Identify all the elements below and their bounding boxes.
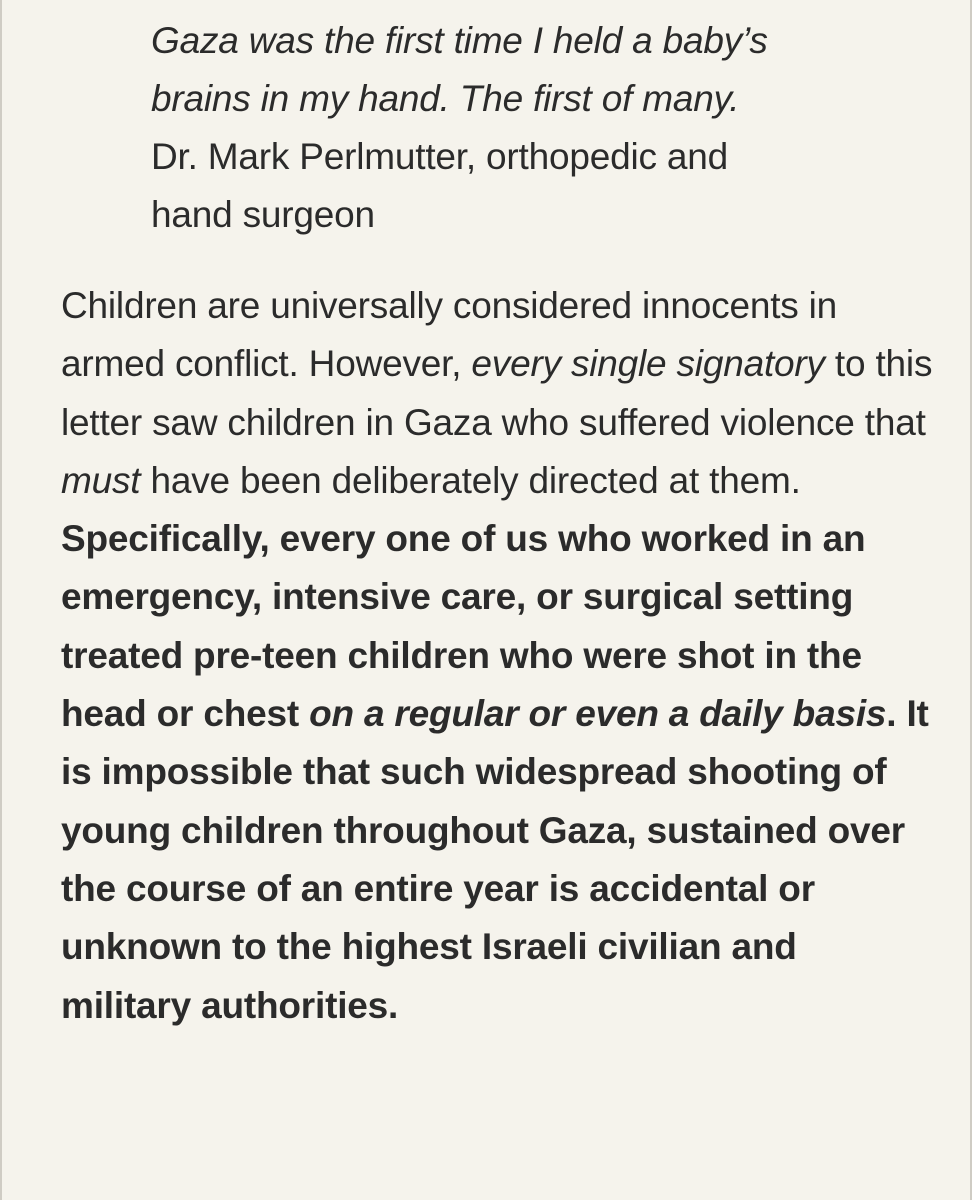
paragraph-text-3: have been deliberately directed at them. [140,459,801,501]
paragraph-text-1: Children are universally considered innocents in armed conflict. However, [61,285,838,385]
quote-line-2: brains in my hand. The first of many. [151,78,740,119]
quote-attribution-line-1: Dr. Mark Perlmutter, orthopedic and [151,136,729,177]
paragraph-emphasis-must: must [61,459,141,501]
pull-quote [151,12,911,244]
paragraph-bold-text-2: . It is impossible that such widespread shooting of young children throughout Gaza, sustained over the course of an entire year is accidental or unknown to the highest Israeli civilian and military authorities. [61,693,929,1026]
paragraph-bold-text-1: Specifically, every one of us who worked in an emergency, intensive care, or surgical setting treated pre-teen children who were shot in the head or chest [61,518,866,735]
paragraph-bold-emphasis: on a regular or even a daily basis [309,693,887,735]
paragraph-text-2: to this letter saw children in Gaza who suffered violence that [61,343,933,443]
quote-line-1: Gaza was the first time I held a baby’s [151,20,768,61]
quote-attribution-line-2: hand surgeon [151,194,375,235]
paragraph-emphasis-signatory: every single signatory [471,343,825,385]
left-border [0,0,2,1200]
body-paragraph [61,277,936,1035]
